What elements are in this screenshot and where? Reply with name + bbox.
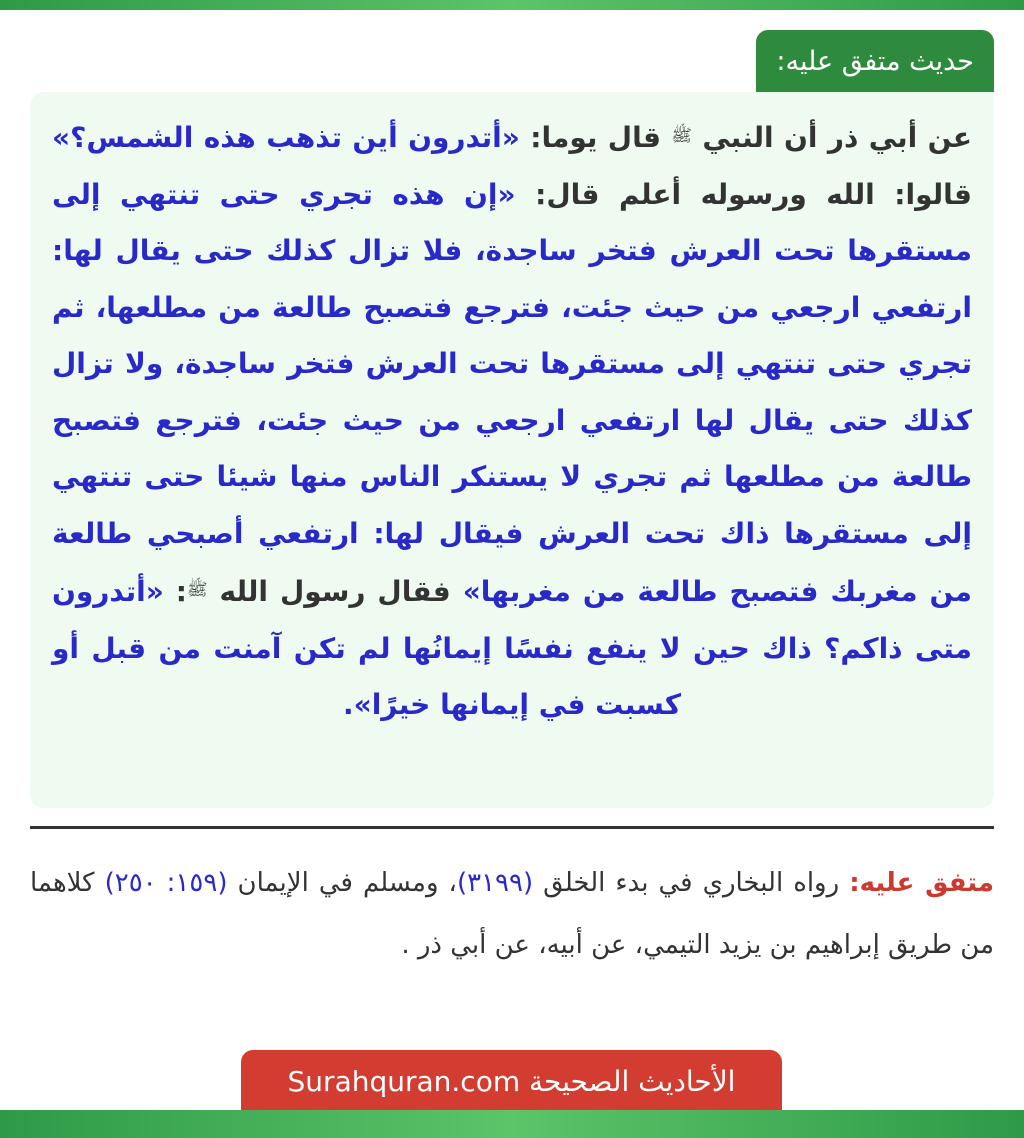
salawat-symbol-2: ﷺ <box>186 580 208 600</box>
hadith-companions-reply: قالوا: الله ورسوله أعلم قال: <box>535 177 972 211</box>
source-label: متفق عليه: <box>849 868 995 898</box>
prophet-quote-2: «إن هذه تجري حتى تنتهي إلى مستقرها تحت العرش فتخر ساجدة، فلا تزال كذلك حتى يقال لها: ارتفعي ارجعي من حيث جئت، فترجع فتصبح طالعة من مطلعها، ثم تجري حتى تنتهي إلى مستقرها تحت العرش فتخر ساجدة، ولا تزال كذلك حتى يقال لها ارتفعي ارجعي من حيث جئت، فترجع فتصبح طالعة من مطلعها ثم تجري لا يستنكر الناس منها شيئا حتى تنتهي إلى مستقرها ذاك تحت العرش فيقال لها: ارتفعي أصبحي طالعة من مغربك فتصبح طالعة من مغربها» <box>52 177 973 608</box>
hadith-intro: عن أبي ذر أن النبي <box>702 121 972 154</box>
hadith-type-label: حديث متفق عليه: <box>756 30 994 94</box>
prophet-quote-1: «أتدرون أين تذهب هذه الشمس؟» <box>52 121 520 154</box>
muslim-reference: (١٥٩: ٢٥٠) <box>104 868 228 898</box>
hadith-said: قال يوما: <box>530 121 661 154</box>
salawat-symbol: ﷺ <box>671 126 692 146</box>
prophet-quote-3: «أتدرون متى ذاكم؟ ذاك حين لا ينفع نفسًا إيمانُها لم تكن آمنت من قبل أو كسبت في إيمانها خيرًا». <box>52 575 972 721</box>
hadith-then: فقال رسول الله <box>219 575 451 608</box>
source-text-2: ، ومسلم في الإيمان <box>237 868 457 898</box>
hadith-card <box>30 92 994 808</box>
source-text-3: كلاهما من طريق إبراهيم بن يزيد التيمي، عن أبيه، عن أبي ذر . <box>30 868 994 960</box>
source-text-1: رواه البخاري في بدء الخلق <box>543 868 840 898</box>
hadith-colon: : <box>175 575 187 608</box>
hadith-text <box>52 108 972 734</box>
top-accent-bar <box>0 0 1024 10</box>
divider <box>30 826 994 829</box>
bottom-accent-bar <box>0 1110 1024 1138</box>
bukhari-reference: (٣١٩٩) <box>456 868 534 898</box>
site-badge[interactable]: Surahquran.com الأحاديث الصحيحة <box>241 1050 782 1114</box>
source-citation <box>30 852 994 976</box>
